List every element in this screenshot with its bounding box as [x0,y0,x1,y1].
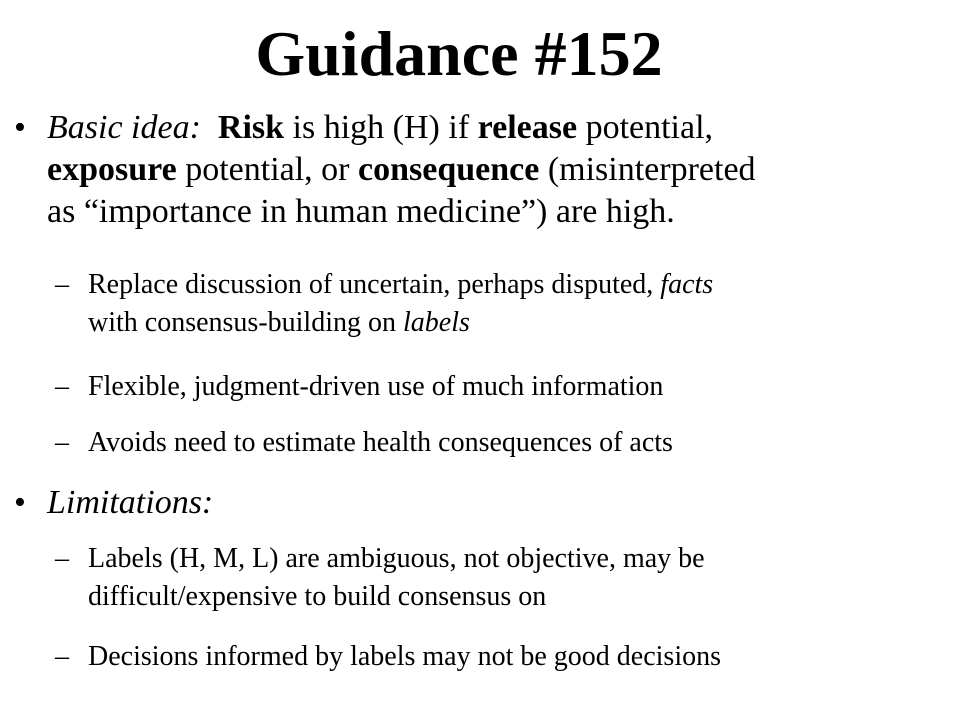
text-run: is high (H) if [284,109,478,146]
term-facts: facts [660,269,714,300]
sub-bullet-marker: – [55,269,69,300]
term-risk: Risk [217,109,285,146]
bullet-lead: Basic idea: [47,109,201,146]
sub-bullet-marker: – [55,543,69,574]
text-run: difficult/expensive to build consensus on [88,581,547,612]
bullet-marker: • [14,484,26,521]
text-run: with consensus-building on [88,307,403,338]
slide-title: Guidance #152 [255,18,663,89]
term-consequence: consequence [358,151,540,188]
sub-bullet-text [88,266,948,342]
text-run: Labels (H, M, L) are ambiguous, not objective, may be [88,543,705,574]
text-run: potential, or [176,151,359,188]
term-labels: labels [403,307,470,338]
sub-bullet-text [88,540,948,616]
bullet-text [47,107,947,233]
text-run: (misinterpreted [539,151,756,188]
sub-bullet-text: Avoids need to estimate health consequences of acts [88,427,673,458]
bullet-text [47,482,947,524]
term-release: release [477,109,578,146]
text-run: Replace discussion of uncertain, perhaps disputed, [88,269,661,300]
term-exposure: exposure [47,151,177,188]
sub-bullet-marker: – [55,371,69,402]
bullet-marker: • [14,109,26,146]
bullet-lead: Limitations: [47,484,214,521]
text-run: potential, [577,109,714,146]
sub-bullet-marker: – [55,427,69,458]
sub-bullet-marker: – [55,641,69,672]
sub-bullet-text: Decisions informed by labels may not be good decisions [88,641,721,672]
sub-bullet-text: Flexible, judgment-driven use of much information [88,371,664,402]
text-run: as “importance in human medicine”) are high. [47,193,675,230]
